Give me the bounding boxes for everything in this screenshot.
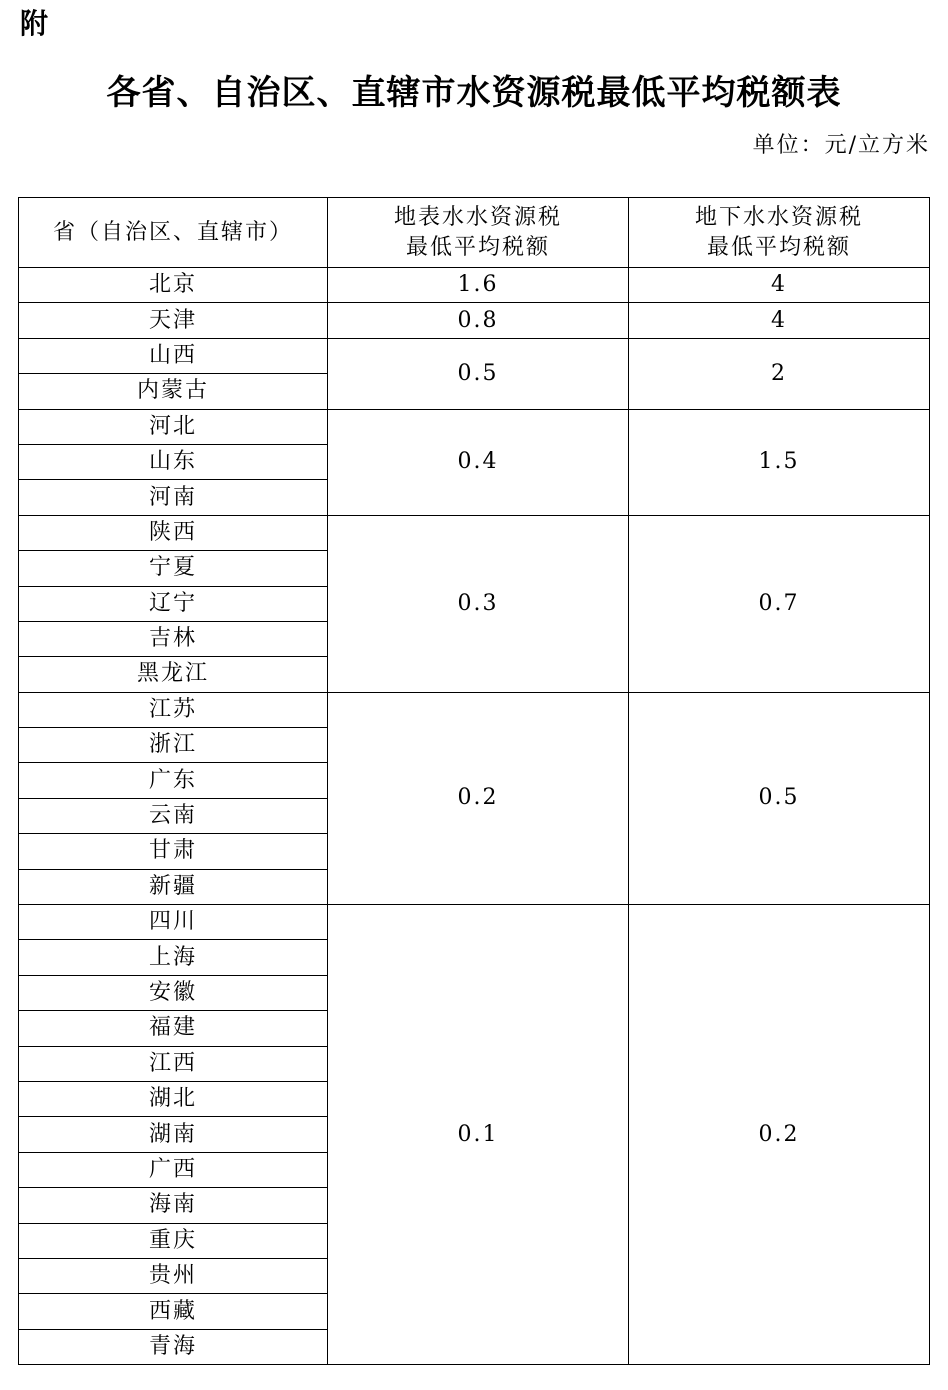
ground-rate-cell: 0.5	[629, 692, 930, 904]
province-cell: 广西	[19, 1152, 328, 1187]
province-cell: 山西	[19, 338, 328, 373]
ground-rate-cell: 4	[629, 268, 930, 303]
table-row	[19, 905, 930, 940]
province-cell: 河北	[19, 409, 328, 444]
province-cell: 江西	[19, 1046, 328, 1081]
province-cell: 辽宁	[19, 586, 328, 621]
surface-rate-cell: 0.4	[328, 409, 629, 515]
province-cell: 陕西	[19, 515, 328, 550]
province-cell: 甘肃	[19, 834, 328, 869]
province-cell: 江苏	[19, 692, 328, 727]
province-cell: 贵州	[19, 1258, 328, 1293]
header-surface-line2: 最低平均税额	[405, 234, 550, 260]
header-province: 省（自治区、直辖市）	[19, 198, 328, 268]
province-cell: 天津	[19, 303, 328, 338]
surface-rate-cell: 0.5	[328, 338, 629, 409]
province-cell: 黑龙江	[19, 657, 328, 692]
province-cell: 新疆	[19, 869, 328, 904]
header-surface-water	[328, 198, 629, 268]
ground-rate-cell: 2	[629, 338, 930, 409]
surface-rate-cell: 0.3	[328, 515, 629, 692]
province-cell: 上海	[19, 940, 328, 975]
table-row	[19, 303, 930, 338]
header-ground-line2: 最低平均税额	[706, 234, 851, 260]
table-body	[19, 268, 930, 1365]
header-surface-line1: 地表水水资源税	[393, 204, 562, 230]
table-row	[19, 409, 930, 444]
document-title: 各省、自治区、直辖市水资源税最低平均税额表	[106, 73, 842, 113]
province-cell: 福建	[19, 1011, 328, 1046]
province-cell: 内蒙古	[19, 374, 328, 409]
province-cell: 云南	[19, 798, 328, 833]
province-cell: 广东	[19, 763, 328, 798]
table-row	[19, 268, 930, 303]
ground-rate-cell: 4	[629, 303, 930, 338]
province-cell: 山东	[19, 444, 328, 479]
tax-rate-table	[18, 197, 930, 1365]
province-cell: 青海	[19, 1329, 328, 1364]
header-ground-water	[629, 198, 930, 268]
province-cell: 浙江	[19, 728, 328, 763]
table-row	[19, 692, 930, 727]
province-cell: 湖南	[19, 1117, 328, 1152]
province-cell: 重庆	[19, 1223, 328, 1258]
province-cell: 吉林	[19, 621, 328, 656]
province-cell: 四川	[19, 905, 328, 940]
ground-rate-cell: 0.2	[629, 905, 930, 1365]
province-cell: 安徽	[19, 975, 328, 1010]
header-ground-line1: 地下水水资源税	[694, 204, 863, 230]
table-row	[19, 338, 930, 373]
ground-rate-cell: 0.7	[629, 515, 930, 692]
province-cell: 河南	[19, 480, 328, 515]
surface-rate-cell: 1.6	[328, 268, 629, 303]
surface-rate-cell: 0.1	[328, 905, 629, 1365]
province-cell: 北京	[19, 268, 328, 303]
table-header-row	[19, 198, 930, 268]
unit-note: 单位：元/立方米	[752, 133, 930, 158]
province-cell: 宁夏	[19, 551, 328, 586]
annex-label: 附	[20, 7, 49, 40]
ground-rate-cell: 1.5	[629, 409, 930, 515]
surface-rate-cell: 0.2	[328, 692, 629, 904]
surface-rate-cell: 0.8	[328, 303, 629, 338]
province-cell: 湖北	[19, 1081, 328, 1116]
table-row	[19, 515, 930, 550]
province-cell: 海南	[19, 1188, 328, 1223]
province-cell: 西藏	[19, 1294, 328, 1329]
